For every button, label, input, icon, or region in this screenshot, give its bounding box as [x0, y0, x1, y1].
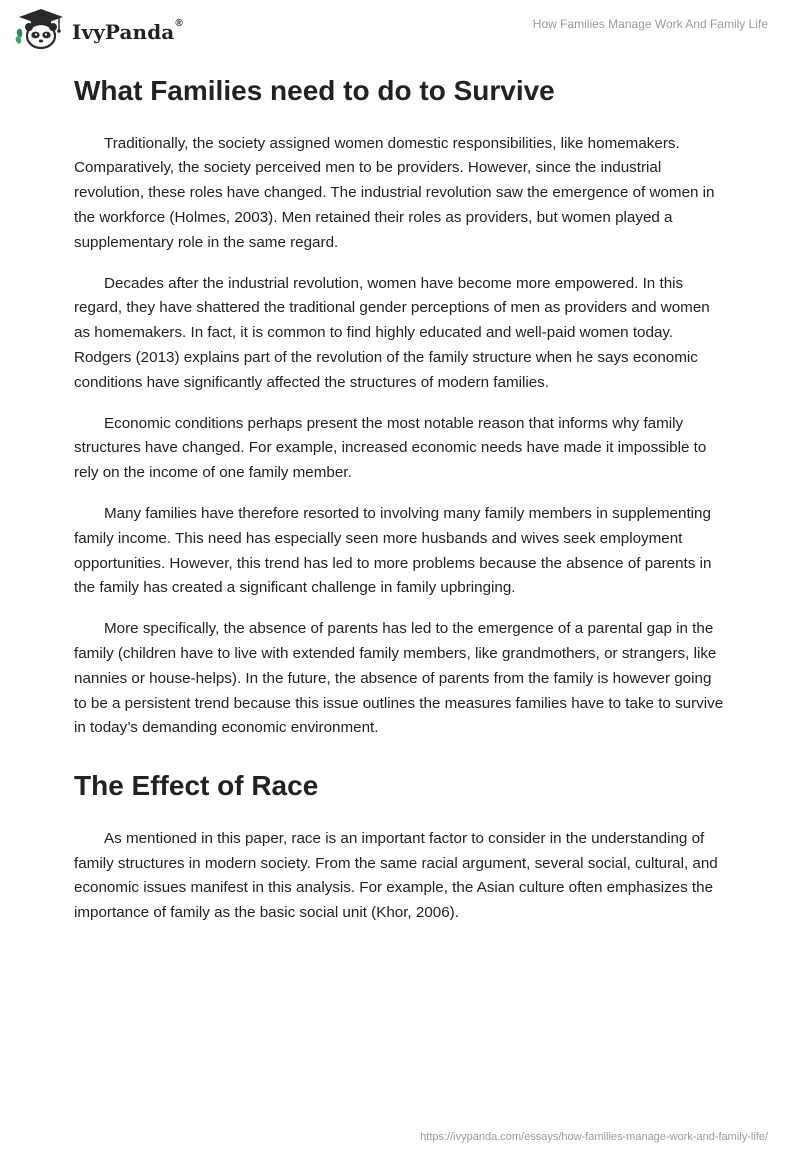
paragraph: Many families have therefore resorted to involving many family members in supplementing family income. This need has especially seen more husbands and wives seek employment opportunities. However, this trend has led to more problems because the absence of parents in the family has created a significant challenge in family upbringing. — [74, 504, 712, 597]
running-title: How Families Manage Work And Family Life — [532, 17, 768, 31]
section-heading: What Families need to do to Survive — [74, 75, 555, 106]
panda-graduate-icon — [14, 8, 68, 52]
brand-name: IvyPanda® — [72, 18, 183, 44]
paragraph: Decades after the industrial revolution, women have become more empowered. In this regard, they have shattered the traditional gender perceptions of men as providers and women as homemakers. In fact, it is common to find highly educated and well-paid women today. Rodgers (2013) explains part of the revolution of the family structure when he says economic conditions have significantly affected the structures of modern families. — [74, 274, 710, 391]
paragraph: Economic conditions perhaps present the most notable reason that informs why family structures have changed. For example, increased economic needs have made it impossible to rely on the income of one family member. — [74, 414, 707, 482]
registered-mark: ® — [175, 18, 183, 29]
page-header — [0, 0, 800, 60]
paragraph: More specifically, the absence of parents has led to the emergence of a parental gap in the family (children have to live with extended family members, like grandmothers, or strangers, like nannies or house-helps). In the future, the absence of parents from the family is however going to be a persistent trend because this issue outlines the measures families have to take to survive in today’s demanding economic environment. — [74, 620, 724, 737]
source-url[interactable]: https://ivypanda.com/essays/how-families-manage-work-and-family-life/ — [420, 1131, 768, 1143]
ivypanda-logo[interactable] — [14, 8, 183, 52]
paragraph: Traditionally, the society assigned women domestic responsibilities, like homemakers. Comparatively, the society perceived men to be providers. However, since the industrial revolution, these roles have changed. The industrial revolution saw the emergence of women in the workforce (Holmes, 2003). Men retained their roles as providers, but women played a supplementary role in the same regard. — [74, 134, 715, 251]
article-body — [74, 70, 724, 942]
paragraph: As mentioned in this paper, race is an important factor to consider in the understanding of family structures in modern society. From the same racial argument, several social, cultural, and economic issues manifest in this analysis. For example, the Asian culture often emphasizes the importance of family as the basic social unit (Khor, 2006). — [74, 829, 718, 922]
section-heading: The Effect of Race — [74, 770, 319, 802]
